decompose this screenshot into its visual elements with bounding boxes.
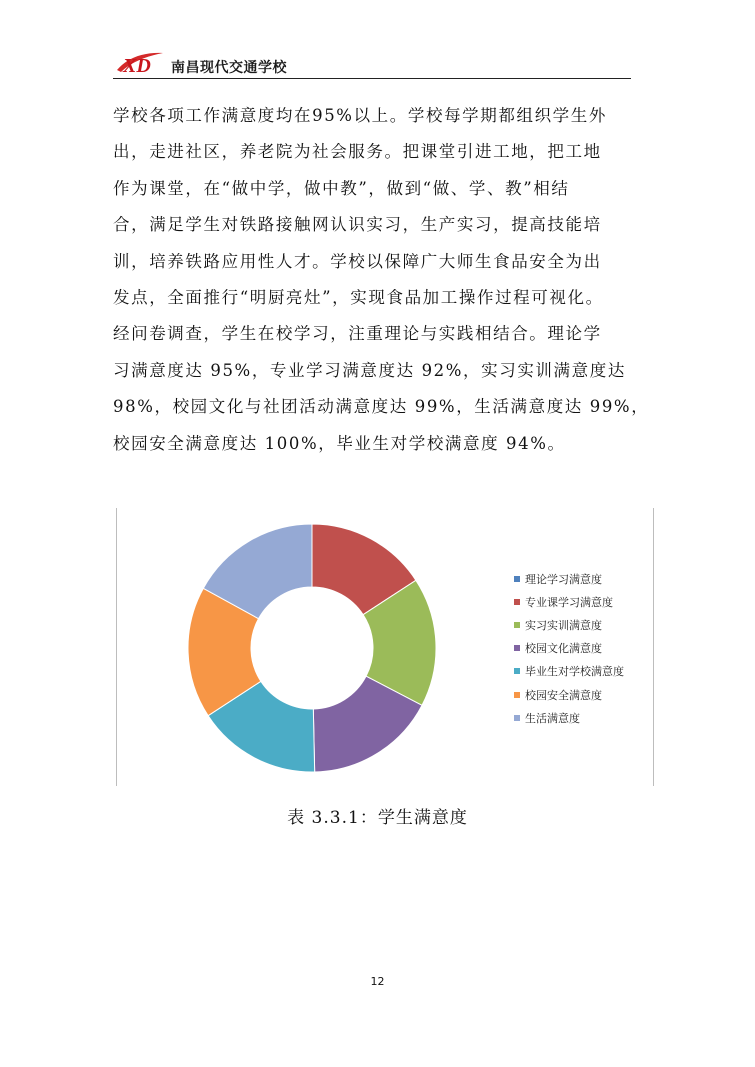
legend-label: 理论学习满意度 bbox=[525, 572, 602, 586]
body-line: 发点，全面推行“明厨亮灶”，实现食品加工操作过程可视化。 bbox=[113, 288, 604, 308]
body-line: 合，满足学生对铁路接触网认识实习，生产实习，提高技能培 bbox=[113, 215, 602, 235]
body-line: 学校各项工作满意度均在95%以上。学校每学期都组织学生外 bbox=[113, 106, 607, 125]
legend-item bbox=[514, 590, 624, 613]
body-line: 经问卷调查，学生在校学习，注重理论与实践相结合。理论学 bbox=[113, 324, 602, 344]
legend-swatch bbox=[514, 576, 520, 582]
legend-swatch bbox=[514, 599, 520, 605]
legend-swatch bbox=[514, 668, 520, 674]
legend-item bbox=[514, 567, 624, 590]
legend-item bbox=[514, 683, 624, 706]
logo-text: XD bbox=[123, 55, 151, 76]
legend-label: 生活满意度 bbox=[525, 711, 580, 725]
body-line: 训，培养铁路应用性人才。学校以保障广大师生食品安全为出 bbox=[113, 251, 602, 271]
page-number: 12 bbox=[370, 975, 385, 988]
legend-item bbox=[514, 637, 624, 660]
chart-legend bbox=[514, 567, 624, 729]
legend-swatch bbox=[514, 622, 520, 628]
legend-item bbox=[514, 660, 624, 683]
legend-item bbox=[514, 613, 624, 636]
body-line: 出，走进社区，养老院为社会服务。把课堂引进工地，把工地 bbox=[113, 142, 602, 162]
legend-swatch bbox=[514, 715, 520, 721]
legend-label: 校园安全满意度 bbox=[525, 688, 602, 702]
legend-swatch bbox=[514, 692, 520, 698]
body-line: 98%，校园文化与社团活动满意度达 99%，生活满意度达 99%， bbox=[113, 397, 650, 417]
legend-label: 毕业生对学校满意度 bbox=[525, 665, 624, 679]
legend-label: 实习实训满意度 bbox=[525, 618, 602, 632]
legend-label: 专业课学习满意度 bbox=[525, 595, 613, 609]
legend-item bbox=[514, 706, 624, 729]
body-line: 习满意度达 95%，专业学习满意度达 92%，实习实训满意度达 bbox=[113, 360, 626, 380]
body-line: 校园安全满意度达 100%，毕业生对学校满意度 94%。 bbox=[113, 433, 566, 453]
legend-label: 校园文化满意度 bbox=[525, 642, 602, 656]
legend-swatch bbox=[514, 645, 520, 651]
figure-caption: 表 3.3.1：学生满意度 bbox=[287, 808, 468, 828]
school-name: 南昌现代交通学校 bbox=[171, 60, 287, 76]
body-line: 作为课堂，在“做中学，做中教”，做到“做、学、教”相结 bbox=[113, 178, 570, 198]
